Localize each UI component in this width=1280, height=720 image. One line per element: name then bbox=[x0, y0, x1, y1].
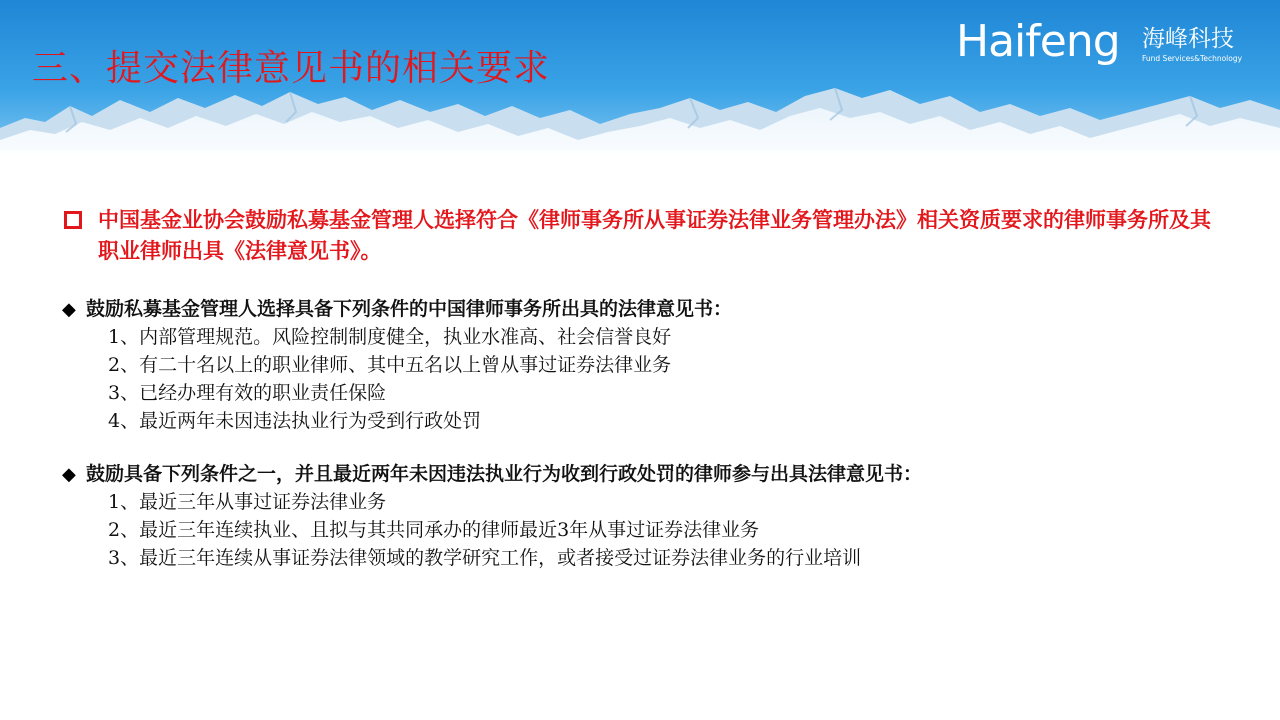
condition-list bbox=[62, 488, 1222, 572]
list-item: 3、已经办理有效的职业责任保险 bbox=[108, 382, 387, 404]
logo-tagline: Fund Services&Technology bbox=[1142, 54, 1243, 63]
list-item: 1、最近三年从事过证券法律业务 bbox=[108, 491, 387, 513]
haifeng-logo bbox=[956, 18, 1256, 70]
section-lawyer-conditions bbox=[62, 461, 1222, 572]
logo-chinese-name: 海峰科技 bbox=[1142, 26, 1234, 52]
list-item: 2、最近三年连续执业、且拟与其共同承办的律师最近3年从事过证券法律业务 bbox=[108, 519, 760, 541]
intro-text: 中国基金业协会鼓励私募基金管理人选择符合《律师事务所从事证券法律业务管理办法》相关资质要求的律师事务所及其职业律师出具《法律意见书》。 bbox=[98, 207, 1211, 263]
page-title: 三、提交法律意见书的相关要求 bbox=[32, 48, 551, 89]
section-heading bbox=[62, 461, 1222, 488]
section-heading-text: 鼓励私募基金管理人选择具备下列条件的中国律师事务所出具的法律意见书： bbox=[86, 298, 733, 320]
list-item: 2、有二十名以上的职业律师、其中五名以上曾从事过证券法律业务 bbox=[108, 354, 672, 376]
list-item: 3、最近三年连续从事证券法律领域的教学研究工作，或者接受过证券法律业务的行业培训 bbox=[108, 547, 862, 569]
list-item: 1、内部管理规范。风险控制制度健全，执业水准高、社会信誉良好 bbox=[108, 326, 672, 348]
condition-list bbox=[62, 323, 1222, 435]
diamond-bullet-icon: ◆ bbox=[62, 299, 76, 320]
intro-paragraph bbox=[62, 204, 1222, 266]
slide-content bbox=[62, 204, 1222, 572]
logo-wordmark: Haifeng bbox=[956, 16, 1120, 67]
section-law-firm-conditions bbox=[62, 296, 1222, 435]
section-heading bbox=[62, 296, 1222, 323]
hollow-square-bullet-icon bbox=[64, 211, 82, 229]
list-item: 4、最近两年未因违法执业行为受到行政处罚 bbox=[108, 410, 482, 432]
section-heading-text: 鼓励具备下列条件之一，并且最近两年未因违法执业行为收到行政处罚的律师参与出具法律意见书： bbox=[86, 463, 923, 485]
diamond-bullet-icon: ◆ bbox=[62, 464, 76, 485]
